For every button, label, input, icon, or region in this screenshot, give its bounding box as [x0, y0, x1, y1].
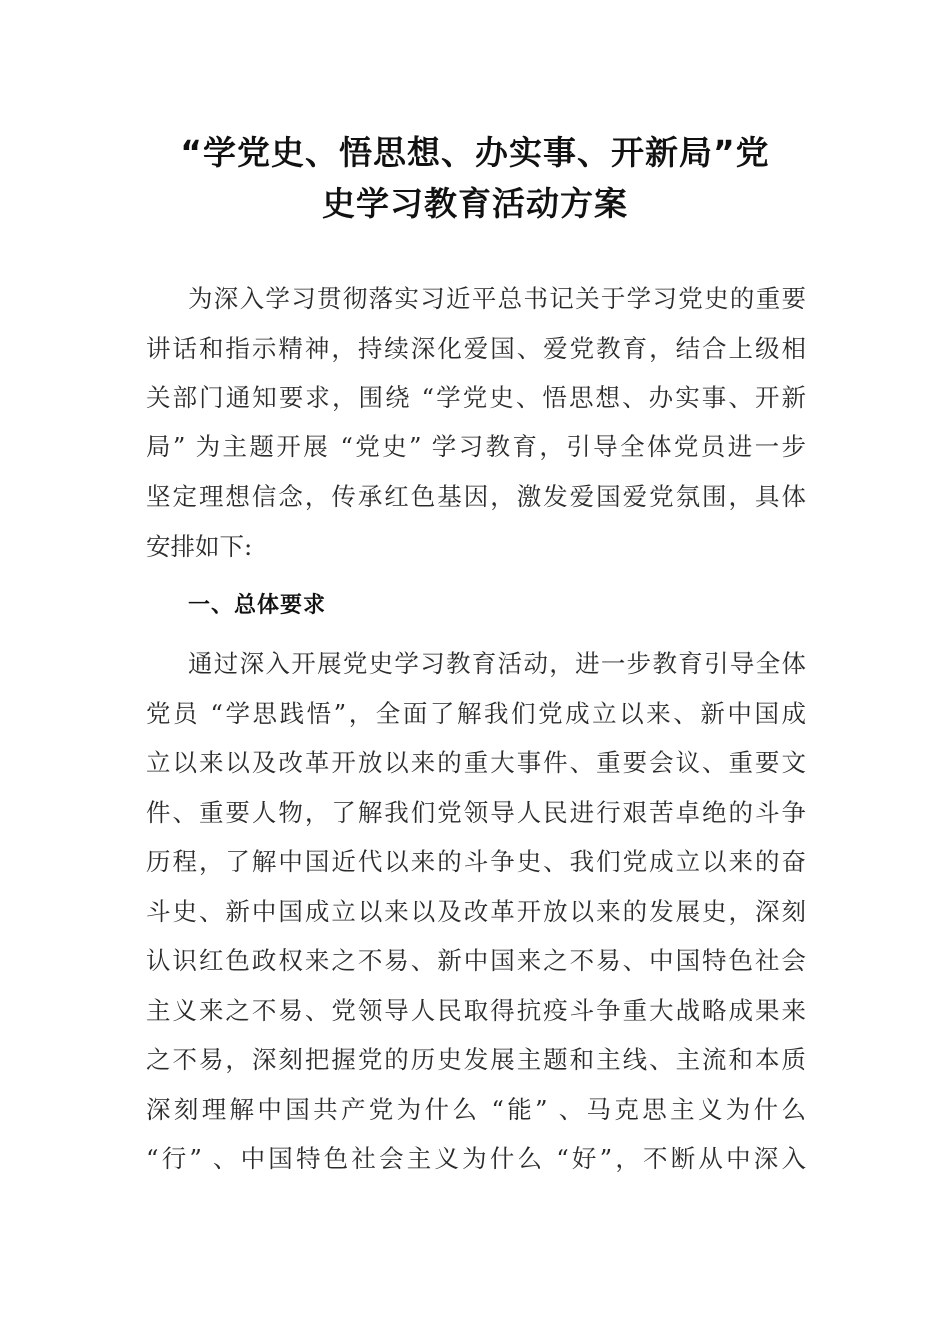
body-paragraph-line: 认识红色政权来之不易、新中国来之不易、中国特色社会: [146, 946, 806, 975]
intro-paragraph-line: 坚定理想信念，传承红色基因，激发爱国爱党氛围，具体: [146, 482, 806, 511]
body-paragraph-line: 深刻理解中国共产党为什么 “能” 、马克思主义为什么: [146, 1095, 806, 1124]
intro-paragraph-line: 局” 为主题开展 “党史” 学习教育，引导全体党员进一步: [146, 432, 806, 461]
body-paragraph-line: 之不易，深刻把握党的历史发展主题和主线、主流和本质: [146, 1045, 806, 1074]
intro-paragraph-line: 讲话和指示精神，持续深化爱国、爱党教育，结合上级相: [146, 334, 806, 363]
body-paragraph-line: “行” 、中国特色社会主义为什么 “好”，不断从中深入: [146, 1144, 806, 1173]
section-heading: 一、总体要求: [188, 593, 327, 618]
intro-paragraph-line: 为深入学习贯彻落实习近平总书记关于学习党史的重要: [188, 284, 806, 313]
document-title-line-1: “学党史、悟思想、办实事、开新局”党: [180, 133, 770, 172]
body-paragraph-line: 主义来之不易、党领导人民取得抗疫斗争重大战略成果来: [146, 996, 806, 1025]
body-paragraph-line: 件、重要人物，了解我们党领导人民进行艰苦卓绝的斗争: [146, 798, 806, 827]
body-paragraph-line: 党员 “学思践悟”，全面了解我们党成立以来、新中国成: [146, 699, 806, 728]
intro-paragraph-line: 关部门通知要求，围绕 “学党史、悟思想、办实事、开新: [146, 383, 806, 412]
document-title-line-2: 史学习教育活动方案: [322, 184, 628, 223]
body-paragraph-line: 通过深入开展党史学习教育活动，进一步教育引导全体: [188, 649, 806, 678]
intro-paragraph-line: 安排如下:: [146, 532, 253, 561]
body-paragraph-line: 立以来以及改革开放以来的重大事件、重要会议、重要文: [146, 748, 806, 777]
body-paragraph-line: 历程，了解中国近代以来的斗争史、我们党成立以来的奋: [146, 847, 806, 876]
body-paragraph-line: 斗史、新中国成立以来以及改革开放以来的发展史，深刻: [146, 897, 806, 926]
